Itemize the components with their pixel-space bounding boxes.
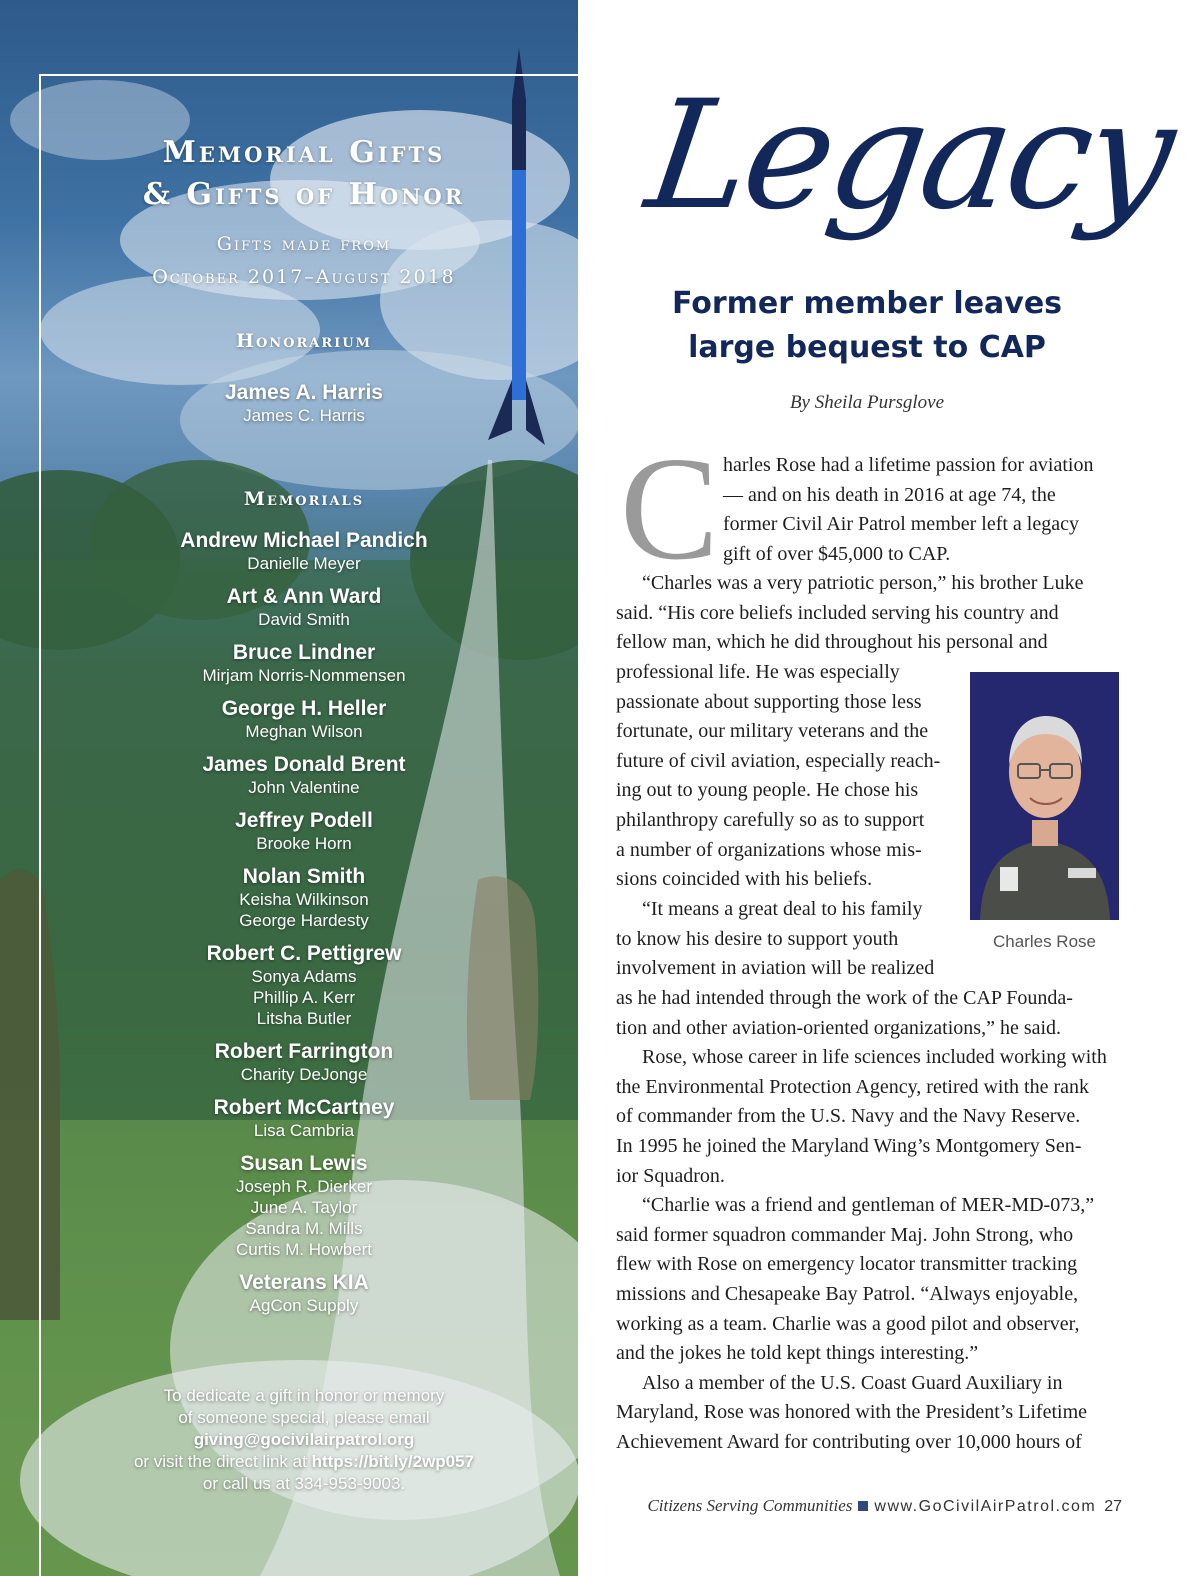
memorial-donor: Danielle Meyer	[247, 554, 361, 573]
article-line: In 1995 he joined the Maryland Wing’s Montgomery Sen-	[616, 1134, 1082, 1157]
article-line: future of civil aviation, especially reach-	[616, 749, 941, 772]
article-line: fortunate, our military veterans and the	[616, 720, 929, 743]
memorial-donor: Joseph R. Dierker	[235, 1177, 373, 1196]
memorial-donor: George Hardesty	[239, 911, 369, 930]
memorial-name: Jeffrey Podell	[235, 809, 373, 832]
contact-info	[40, 1385, 568, 1495]
article-line: passionate about supporting those less	[616, 690, 922, 713]
contact-email[interactable]	[40, 1429, 568, 1451]
memorial-entry	[40, 640, 568, 686]
memorial-entry	[40, 752, 568, 798]
article-byline: By Sheila Pursglove	[789, 392, 945, 413]
photo-caption: Charles Rose	[993, 932, 1096, 951]
article-subtitle	[616, 282, 1118, 370]
footer-website[interactable]: www.GoCivilAirPatrol.com	[874, 1498, 1097, 1515]
panel-title-line2: & Gifts of Honor	[142, 177, 466, 212]
page-number: 27	[1104, 1498, 1122, 1515]
memorial-entry	[40, 584, 568, 630]
article-line: Achievement Award for contributing over 10,000 hours of	[616, 1430, 1082, 1453]
memorial-donor: John Valentine	[248, 778, 360, 797]
memorial-content	[40, 0, 568, 1576]
article-line: — and on his death in 2016 at age 74, the	[723, 483, 1056, 506]
square-bullet-icon	[858, 1501, 868, 1511]
memorial-donor: Sonya Adams	[251, 967, 357, 986]
memorial-donor: David Smith	[258, 610, 350, 629]
memorial-name: James Donald Brent	[202, 753, 406, 776]
article-line: professional life. He was especially	[616, 661, 900, 683]
memorial-donor: Sandra M. Mills	[245, 1219, 363, 1238]
panel-title	[40, 132, 568, 216]
article-line: fellow man, which he did throughout his personal and	[616, 631, 1048, 654]
memorial-entry	[40, 941, 568, 1029]
article-line: to know his desire to support youth	[616, 927, 899, 950]
article-line: flew with Rose on emergency locator transmitter tracking	[616, 1253, 1078, 1276]
article-line: Rose, whose career in life sciences included working with	[642, 1046, 1107, 1069]
article-line: former Civil Air Patrol member left a legacy	[723, 513, 1079, 536]
memorial-donor: Keisha Wilkinson	[239, 890, 369, 909]
article-paragraph-2-cont	[616, 658, 966, 895]
article-line: of commander from the U.S. Navy and the Navy Reserve.	[616, 1105, 1081, 1128]
article-line: harles Rose had a lifetime passion for aviation	[723, 454, 1094, 476]
memorial-donor: Phillip A. Kerr	[252, 988, 356, 1007]
memorial-entry	[40, 1095, 568, 1141]
memorial-entry	[40, 808, 568, 854]
memorial-name: Art & Ann Ward	[226, 585, 382, 608]
article-subtitle-line1: Former member leaves	[671, 286, 1063, 321]
article-paragraph-3-cont	[616, 984, 1122, 1458]
contact-link-prefix: or visit the direct link at	[133, 1452, 312, 1471]
memorial-name: Bruce Lindner	[232, 641, 376, 664]
memorial-name: Andrew Michael Pandich	[180, 529, 428, 552]
article-line: “It means a great deal to his family	[642, 898, 923, 920]
article-line: philanthropy carefully so as to support	[616, 808, 925, 831]
memorial-name: Susan Lewis	[240, 1152, 368, 1175]
memorials-heading: Memorials	[243, 488, 365, 510]
panel-title-line1: Memorial Gifts	[162, 135, 446, 170]
panel-subtitle-line2: October 2017–August 2018	[152, 266, 456, 288]
panel-subtitle-line1: Gifts made from	[216, 233, 392, 255]
article-line: Also a member of the U.S. Coast Guard Auxiliary in	[642, 1371, 1063, 1394]
memorial-donor: Curtis M. Howbert	[235, 1240, 373, 1259]
portrait-photo	[970, 672, 1119, 920]
memorial-donor: Charity DeJonge	[240, 1065, 368, 1084]
memorial-entry	[40, 696, 568, 742]
article-line: sions coincided with his beliefs.	[616, 868, 873, 891]
panel-subtitle	[40, 228, 568, 294]
memorial-entry	[40, 1151, 568, 1260]
memorial-donor: Meghan Wilson	[245, 722, 363, 741]
article-line: said former squadron commander Maj. John Strong, who	[616, 1223, 1074, 1246]
footer-tagline: Citizens Serving Communities	[647, 1496, 853, 1515]
article-line: “Charlie was a friend and gentleman of MER-MD-073,”	[642, 1194, 1095, 1217]
contact-line2: of someone special, please email	[178, 1408, 430, 1427]
memorial-donor: June A. Taylor	[250, 1198, 358, 1217]
memorial-name: Robert Farrington	[214, 1040, 394, 1063]
article-line: gift of over $45,000 to CAP.	[723, 542, 951, 565]
article-line: the Environmental Protection Agency, retired with the rank	[616, 1075, 1090, 1098]
article-paragraph-3-start	[616, 895, 966, 984]
article-line: involvement in aviation will be realized	[616, 957, 935, 980]
page-footer	[626, 1496, 1122, 1516]
article-line: as he had intended through the work of the CAP Founda-	[616, 987, 1073, 1009]
honoree-name: James A. Harris	[225, 381, 383, 404]
memorial-name: Robert McCartney	[213, 1096, 395, 1119]
contact-line4	[40, 1451, 568, 1473]
article-line: “Charles was a very patriotic person,” his brother Luke	[642, 572, 1084, 594]
memorial-entry	[40, 1270, 568, 1316]
memorial-gifts-panel	[0, 0, 578, 1576]
memorial-list	[40, 528, 568, 1326]
memorial-donor: Litsha Butler	[256, 1009, 352, 1028]
memorial-entry	[40, 864, 568, 931]
article-paragraph-2-start	[616, 569, 1122, 658]
article-line: and the jokes he told kept things interesting.”	[616, 1342, 979, 1365]
memorial-name: Robert C. Pettigrew	[206, 942, 402, 965]
article-title: Legacy	[637, 69, 1181, 243]
charles-rose-photo	[970, 672, 1119, 920]
memorial-entry	[40, 1039, 568, 1085]
honoree-donor: James C. Harris	[243, 406, 365, 425]
memorial-name: George H. Heller	[221, 697, 387, 720]
memorial-name: Veterans KIA	[239, 1271, 369, 1294]
article-line: Maryland, Rose was honored with the President’s Lifetime	[616, 1401, 1088, 1424]
memorial-donor: Lisa Cambria	[253, 1121, 355, 1140]
drop-cap: C	[620, 427, 719, 591]
article-line: a number of organizations whose mis-	[616, 838, 922, 861]
article-line: said. “His core beliefs included serving his country and	[616, 601, 1059, 624]
article-subtitle-line2: large bequest to CAP	[688, 330, 1046, 365]
memorial-donor: AgCon Supply	[249, 1296, 359, 1315]
contact-phone: or call us at 334-953-9003.	[202, 1474, 406, 1493]
article-intro	[723, 451, 1123, 569]
article-line: missions and Chesapeake Bay Patrol. “Always enjoyable,	[616, 1282, 1079, 1305]
memorial-donor: Brooke Horn	[256, 834, 352, 853]
memorial-donor: Mirjam Norris-Nommensen	[202, 666, 406, 685]
article-line: working as a team. Charlie was a good pilot and observer,	[616, 1312, 1080, 1335]
article-line: ing out to young people. He chose his	[616, 779, 919, 802]
article-line: ior Squadron.	[616, 1164, 725, 1187]
memorial-entry	[40, 528, 568, 574]
contact-line1: To dedicate a gift in honor or memory	[163, 1386, 445, 1405]
article-line: tion and other aviation-oriented organizations,” he said.	[616, 1016, 1062, 1039]
memorial-name: Nolan Smith	[242, 865, 366, 888]
email-link[interactable]: giving@gocivilairpatrol.org	[193, 1430, 415, 1449]
direct-link[interactable]: https://bit.ly/2wp057	[311, 1452, 475, 1471]
honorarium-entry	[40, 380, 568, 426]
honorarium-heading: Honorarium	[236, 330, 372, 352]
